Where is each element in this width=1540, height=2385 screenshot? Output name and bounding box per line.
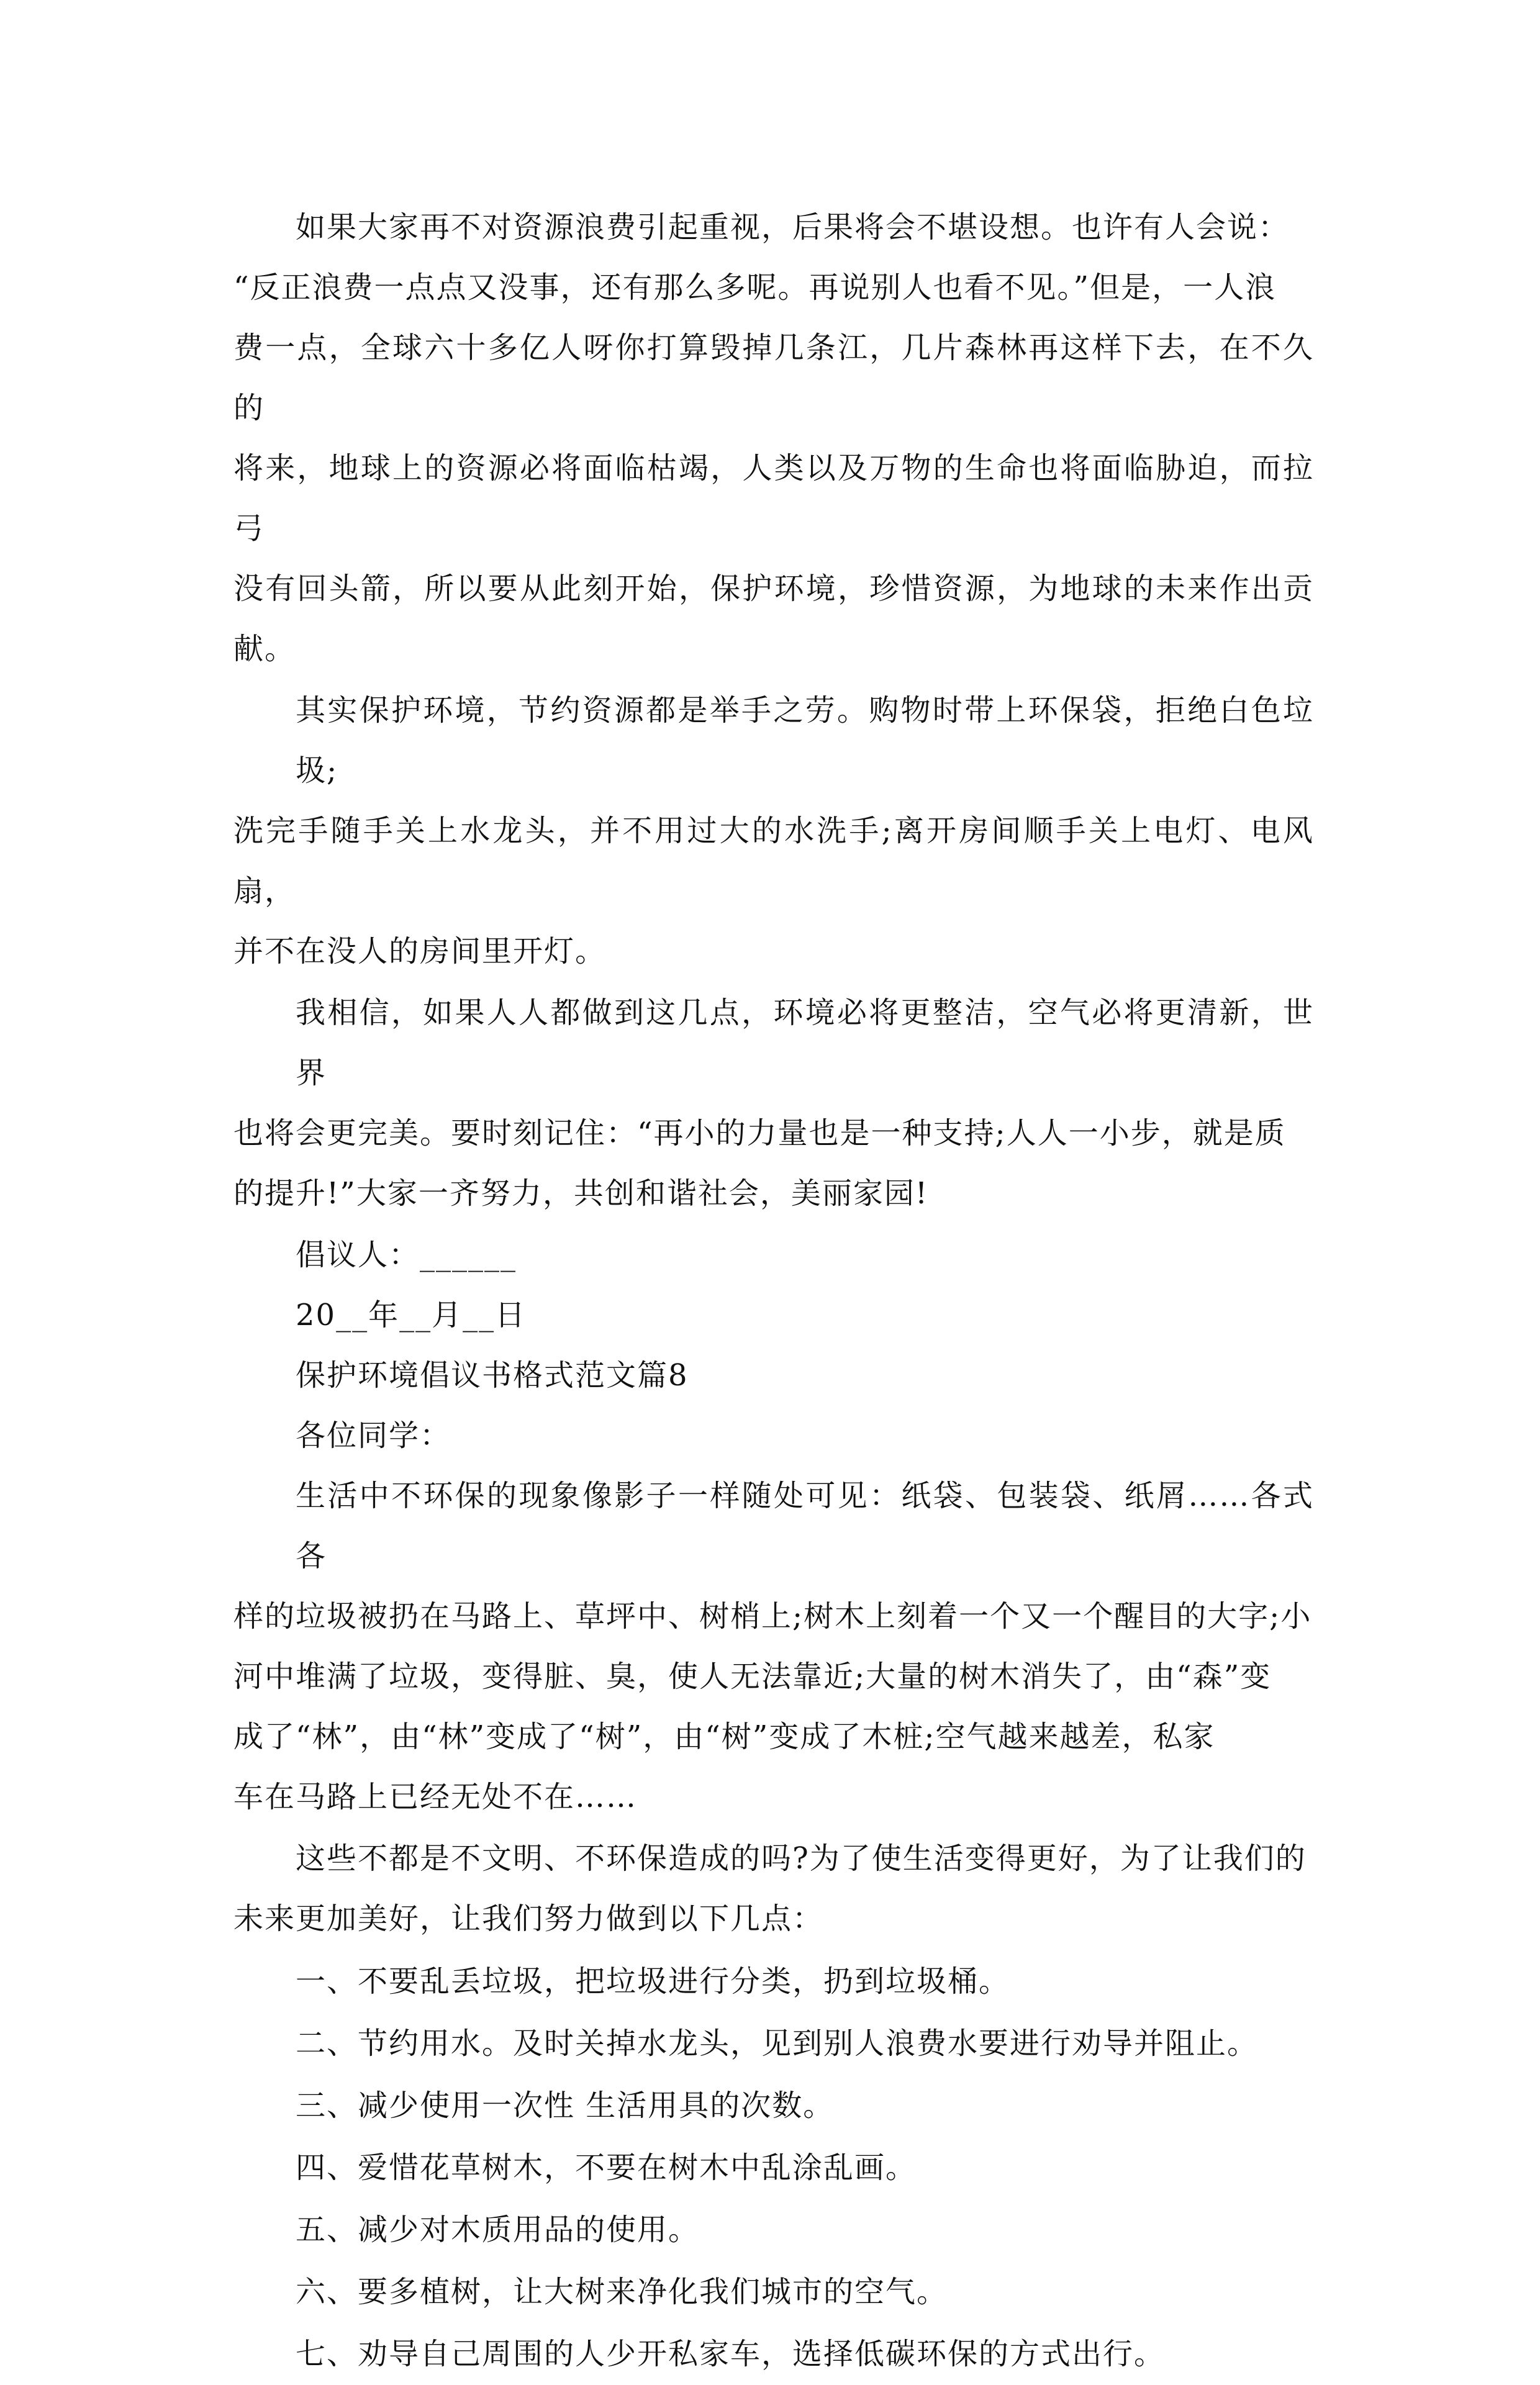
text-line: 没有回头箭，所以要从此刻开始，保护环境，珍惜资源，为地球的未来作出贡献。 (233, 571, 1314, 666)
text-line: 费一点，全球六十多亿人呀你打算毁掉几条江，几片森林再这样下去，在不久的 (233, 330, 1314, 425)
text-line: “反正浪费一点点又没事，还有那么多呢。再说别人也看不见。”但是，一人浪 (233, 270, 1277, 305)
text-line: 样的垃圾被扔在马路上、草坪中、树梢上;树木上刻着一个又一个醒目的大字;小 (233, 1599, 1312, 1634)
text-line: 生活中不环保的现象像影子一样随处可见：纸袋、包装袋、纸屑……各式各 (296, 1478, 1314, 1573)
list-item: 五、减少对木质用品的使用。 (296, 2212, 700, 2247)
text-line: 其实保护环境，节约资源都是举手之劳。购物时带上环保袋，拒绝白色垃圾; (296, 693, 1314, 788)
text-line: 也将会更完美。要时刻记住：“再小的力量也是一种支持;人人一小步，就是质 (233, 1116, 1286, 1151)
text-line: 如果大家再不对资源浪费引起重视，后果将会不堪设想。也许有人会说： (296, 210, 1290, 245)
paragraph-easy-actions (233, 681, 1314, 982)
document-body (233, 197, 1314, 2385)
text-line: 成了“林”，由“林”变成了“树”，由“树”变成了木桩;空气越来越差，私家 (233, 1719, 1215, 1754)
text-line: 河中堆满了垃圾，变得脏、臭，使人无法靠近;大量的树木消失了，由“森”变 (233, 1659, 1272, 1694)
section-title: 保护环境倡议书格式范文篇8 (296, 1358, 689, 1393)
text-line: 的提升!”大家一齐努力，共创和谐社会，美丽家园! (233, 1176, 929, 1211)
paragraph-phenomena (233, 1466, 1314, 1827)
salutation: 各位同学： (296, 1418, 451, 1453)
text-line: 将来，地球上的资源必将面临枯竭，人类以及万物的生命也将面临胁迫，而拉弓 (233, 451, 1314, 546)
paragraph-call-to-action (233, 1829, 1314, 1949)
text-line: 我相信，如果人人都做到这几点，环境必将更整洁，空气必将更清新，世界 (296, 995, 1314, 1090)
text-line: 这些不都是不文明、不环保造成的吗?为了使生活变得更好，为了让我们的 (296, 1841, 1307, 1876)
text-line: 并不在没人的房间里开灯。 (233, 934, 607, 969)
paragraph-belief (233, 983, 1314, 1224)
signature-date: 20__年__月__日 (296, 1298, 527, 1333)
paragraph-resource-waste (233, 197, 1314, 679)
list-item: 四、爱惜花草树木，不要在树木中乱涂乱画。 (296, 2150, 917, 2185)
text-line: 洗完手随手关上水龙头，并不用过大的水洗手;离开房间顺手关上电灯、电风扇， (233, 813, 1314, 908)
list-item: 六、要多植树，让大树来净化我们城市的空气。 (296, 2274, 948, 2309)
text-line: 未来更加美好，让我们努力做到以下几点： (233, 1901, 824, 1936)
list-item: 七、劝导自己周围的人少开私家车，选择低碳环保的方式出行。 (296, 2337, 1166, 2371)
signature-proposer: 倡议人：______ (296, 1238, 517, 1272)
list-item: 二、节约用水。及时关掉水龙头，见到别人浪费水要进行劝导并阻止。 (296, 2026, 1259, 2061)
list-item: 三、减少使用一次性 生活用具的次数。 (296, 2088, 835, 2123)
text-line: 车在马路上已经无处不在…… (233, 1780, 638, 1814)
action-list (233, 1950, 1314, 2385)
list-item: 一、不要乱丢垃圾，把垃圾进行分类，扔到垃圾桶。 (296, 1964, 1010, 1999)
